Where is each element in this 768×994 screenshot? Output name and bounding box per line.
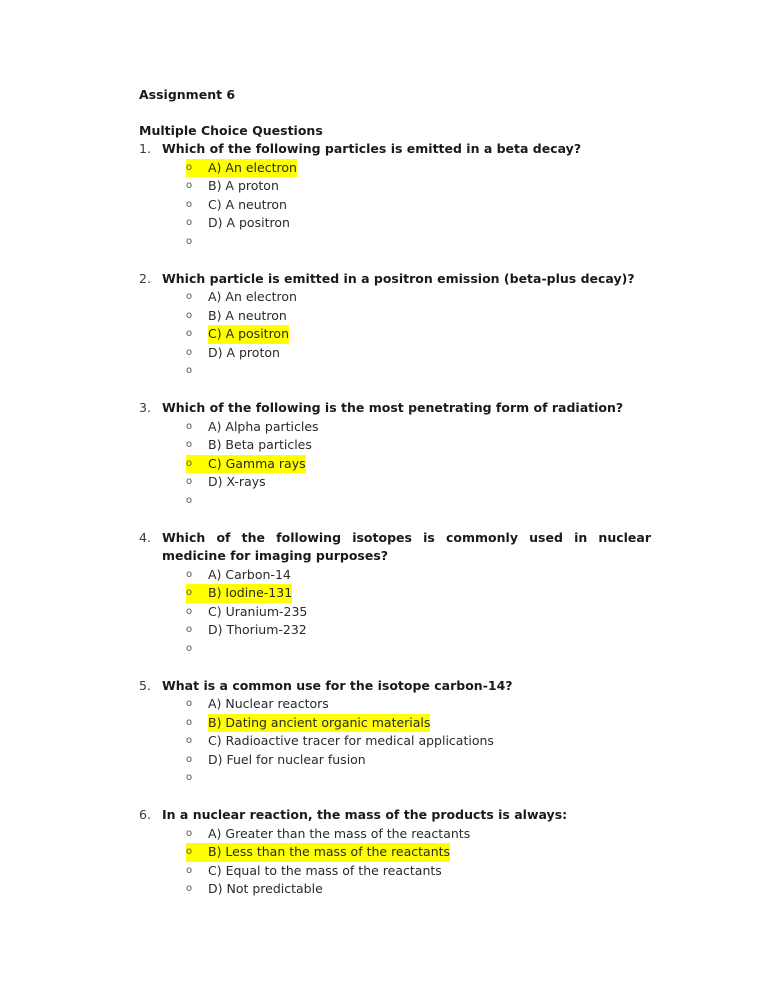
option-item-highlighted bbox=[139, 159, 651, 178]
option-item bbox=[139, 603, 651, 622]
option-item bbox=[139, 695, 651, 714]
option-item-highlighted bbox=[139, 584, 651, 603]
option-text: C) A neutron bbox=[208, 196, 287, 212]
option-list bbox=[139, 159, 651, 252]
spacer bbox=[139, 788, 651, 807]
bullet-icon: o bbox=[186, 159, 208, 178]
bullet-icon: o bbox=[186, 439, 193, 450]
option-list bbox=[139, 566, 651, 659]
option-text: D) Not predictable bbox=[208, 881, 323, 896]
option-item bbox=[139, 288, 651, 307]
option-item bbox=[139, 418, 651, 437]
bullet-icon: o bbox=[186, 642, 193, 654]
option-item bbox=[139, 436, 651, 455]
bullet-icon: o bbox=[186, 568, 193, 580]
option-text: B) Dating ancient organic materials bbox=[208, 714, 430, 733]
question-number: 5. bbox=[139, 677, 151, 693]
bullet-icon: o bbox=[186, 346, 193, 358]
option-item bbox=[139, 751, 651, 770]
option-text: D) A positron bbox=[208, 215, 290, 230]
option-text: A) Alpha particles bbox=[208, 418, 319, 434]
document-page bbox=[139, 86, 651, 899]
option-list bbox=[139, 288, 651, 381]
option-text: C) A positron bbox=[208, 325, 289, 344]
option-text: D) Fuel for nuclear fusion bbox=[208, 751, 366, 767]
question-1 bbox=[139, 140, 651, 270]
option-text: C) Gamma rays bbox=[208, 455, 306, 474]
bullet-icon: o bbox=[186, 605, 193, 617]
spacer bbox=[139, 510, 651, 529]
bullet-icon: o bbox=[186, 217, 193, 228]
option-item bbox=[139, 214, 651, 233]
option-text: A) An electron bbox=[208, 289, 297, 304]
spacer bbox=[139, 658, 651, 677]
option-item bbox=[139, 307, 651, 326]
question-6 bbox=[139, 806, 651, 899]
bullet-icon: o bbox=[186, 698, 193, 709]
section-title: Multiple Choice Questions bbox=[139, 123, 323, 138]
option-text: C) Equal to the mass of the reactants bbox=[208, 862, 442, 878]
bullet-icon: o bbox=[186, 476, 193, 487]
option-text: A) Nuclear reactors bbox=[208, 696, 329, 711]
option-item-empty bbox=[139, 769, 651, 788]
question-text: Which of the following is the most penetrating form of radiation? bbox=[162, 400, 624, 415]
bullet-icon: o bbox=[186, 827, 193, 839]
option-text: B) Less than the mass of the reactants bbox=[208, 843, 450, 862]
option-item-empty bbox=[139, 233, 651, 252]
question-3 bbox=[139, 399, 651, 529]
bullet-icon: o bbox=[186, 584, 208, 603]
option-text: A) An electron bbox=[208, 159, 297, 178]
question-4 bbox=[139, 529, 651, 677]
question-text: What is a common use for the isotope carbon-14? bbox=[162, 677, 513, 693]
option-item-empty bbox=[139, 492, 651, 511]
bullet-icon: o bbox=[186, 420, 193, 432]
option-item bbox=[139, 621, 651, 640]
option-item-highlighted bbox=[139, 714, 651, 733]
bullet-icon: o bbox=[186, 328, 193, 339]
question-text: Which particle is emitted in a positron emission (beta-plus decay)? bbox=[162, 270, 635, 286]
option-item bbox=[139, 880, 651, 899]
bullet-icon: o bbox=[186, 735, 193, 746]
question-2 bbox=[139, 270, 651, 400]
bullet-icon: o bbox=[186, 291, 193, 302]
bullet-icon: o bbox=[186, 753, 193, 765]
option-text: D) A proton bbox=[208, 344, 280, 360]
option-item-empty bbox=[139, 640, 651, 659]
option-item bbox=[139, 177, 651, 196]
bullet-icon: o bbox=[186, 883, 193, 894]
option-item bbox=[139, 825, 651, 844]
option-item bbox=[139, 862, 651, 881]
question-text: Which of the following isotopes is commonly used in nuclear medicine for imaging purposes? bbox=[162, 529, 651, 563]
bullet-icon: o bbox=[186, 180, 193, 191]
bullet-icon: o bbox=[186, 716, 193, 728]
bullet-icon: o bbox=[186, 843, 208, 862]
bullet-icon: o bbox=[186, 864, 193, 876]
question-number: 3. bbox=[139, 400, 151, 415]
question-text: In a nuclear reaction, the mass of the products is always: bbox=[162, 807, 568, 822]
option-item-highlighted bbox=[139, 455, 651, 474]
option-item bbox=[139, 196, 651, 215]
option-text: B) A neutron bbox=[208, 307, 287, 323]
option-text: B) Beta particles bbox=[208, 437, 312, 452]
question-text: Which of the following particles is emitted in a beta decay? bbox=[162, 141, 582, 156]
bullet-icon: o bbox=[186, 365, 193, 376]
question-number: 6. bbox=[139, 807, 151, 822]
option-list bbox=[139, 825, 651, 899]
document-title: Assignment 6 bbox=[139, 87, 236, 102]
option-item bbox=[139, 344, 651, 363]
bullet-icon: o bbox=[186, 624, 193, 635]
option-text: D) X-rays bbox=[208, 474, 266, 489]
question-number: 2. bbox=[139, 270, 151, 286]
option-text: B) Iodine-131 bbox=[208, 584, 292, 603]
bullet-icon: o bbox=[186, 235, 193, 247]
spacer bbox=[139, 381, 651, 400]
option-text: B) A proton bbox=[208, 178, 279, 193]
option-list bbox=[139, 695, 651, 788]
option-item-empty bbox=[139, 362, 651, 381]
question-number: 1. bbox=[139, 141, 151, 156]
question-5 bbox=[139, 677, 651, 807]
option-text: A) Carbon-14 bbox=[208, 566, 291, 582]
option-item bbox=[139, 566, 651, 585]
question-number: 4. bbox=[139, 529, 151, 545]
spacer bbox=[139, 251, 651, 270]
option-item bbox=[139, 473, 651, 492]
option-text: C) Radioactive tracer for medical applications bbox=[208, 733, 494, 748]
option-item-highlighted bbox=[139, 843, 651, 862]
option-text: D) Thorium-232 bbox=[208, 622, 307, 637]
bullet-icon: o bbox=[186, 772, 193, 783]
bullet-icon: o bbox=[186, 494, 193, 506]
option-item-highlighted bbox=[139, 325, 651, 344]
option-item bbox=[139, 732, 651, 751]
bullet-icon: o bbox=[186, 309, 193, 321]
option-text: C) Uranium-235 bbox=[208, 603, 308, 619]
bullet-icon: o bbox=[186, 455, 208, 474]
option-text: A) Greater than the mass of the reactants bbox=[208, 825, 471, 841]
bullet-icon: o bbox=[186, 198, 193, 210]
option-list bbox=[139, 418, 651, 511]
